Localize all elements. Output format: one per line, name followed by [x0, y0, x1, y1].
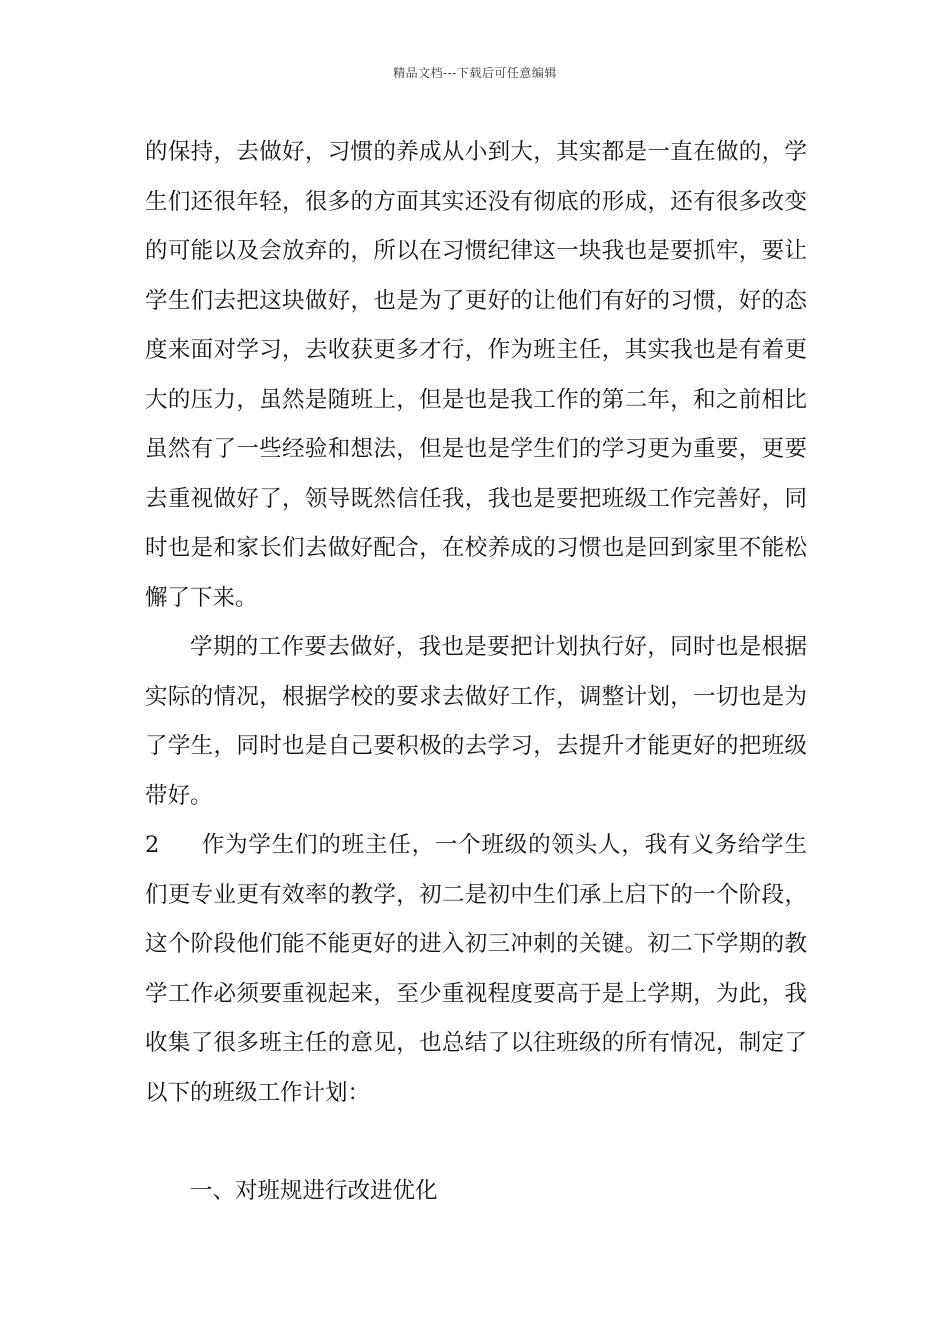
- numbered-paragraph-text: 作为学生们的班主任，一个班级的领头人，我有义务给学生们更专业更有效率的教学，初二是初中生们承上启下的一个阶段，这个阶段他们能不能更好的进入初三冲刺的关键。初二下学期的教学工作必须要重视起来，至少重视程度要高于是上学期，为此，我收集了很多班主任的意见，也总结了以往班级的所有情况，制定了以下的班级工作计划：: [145, 832, 807, 1106]
- section-heading: 一、对班规进行改进优化: [190, 1178, 438, 1204]
- body-paragraph-semester-work: 学期的工作要去做好，我也是要把计划执行好，同时也是根据实际的情况，根据学校的要求去做好工作，调整计划，一切也是为了学生，同时也是自己要积极的去学习，去提升才能更好的把班级带好。: [145, 634, 807, 809]
- body-paragraph-continuation: 的保持，去做好，习惯的养成从小到大，其实都是一直在做的，学生们还很年轻，很多的方面其实还没有彻底的形成，还有很多改变的可能以及会放弃的，所以在习惯纪律这一块我也是要抓牢，要让学生们去把这块做好，也是为了更好的让他们有好的习惯，好的态度来面对学习，去收获更多才行，作为班主任，其实我也是有着更大的压力，虽然是随班上，但是也是我工作的第二年，和之前相比虽然有了一些经验和想法，但是也是学生们的学习更为重要，更要去重视做好了，领导既然信任我，我也是要把班级工作完善好，同时也是和家长们去做好配合，在校养成的习惯也是回到家里不能松懈了下来。: [145, 139, 807, 611]
- numbered-paragraph: [145, 821, 807, 1118]
- document-body: [145, 128, 807, 1217]
- paragraph-number: 2: [145, 832, 160, 858]
- page-header: 精品文档---下载后可任意编辑: [393, 66, 557, 80]
